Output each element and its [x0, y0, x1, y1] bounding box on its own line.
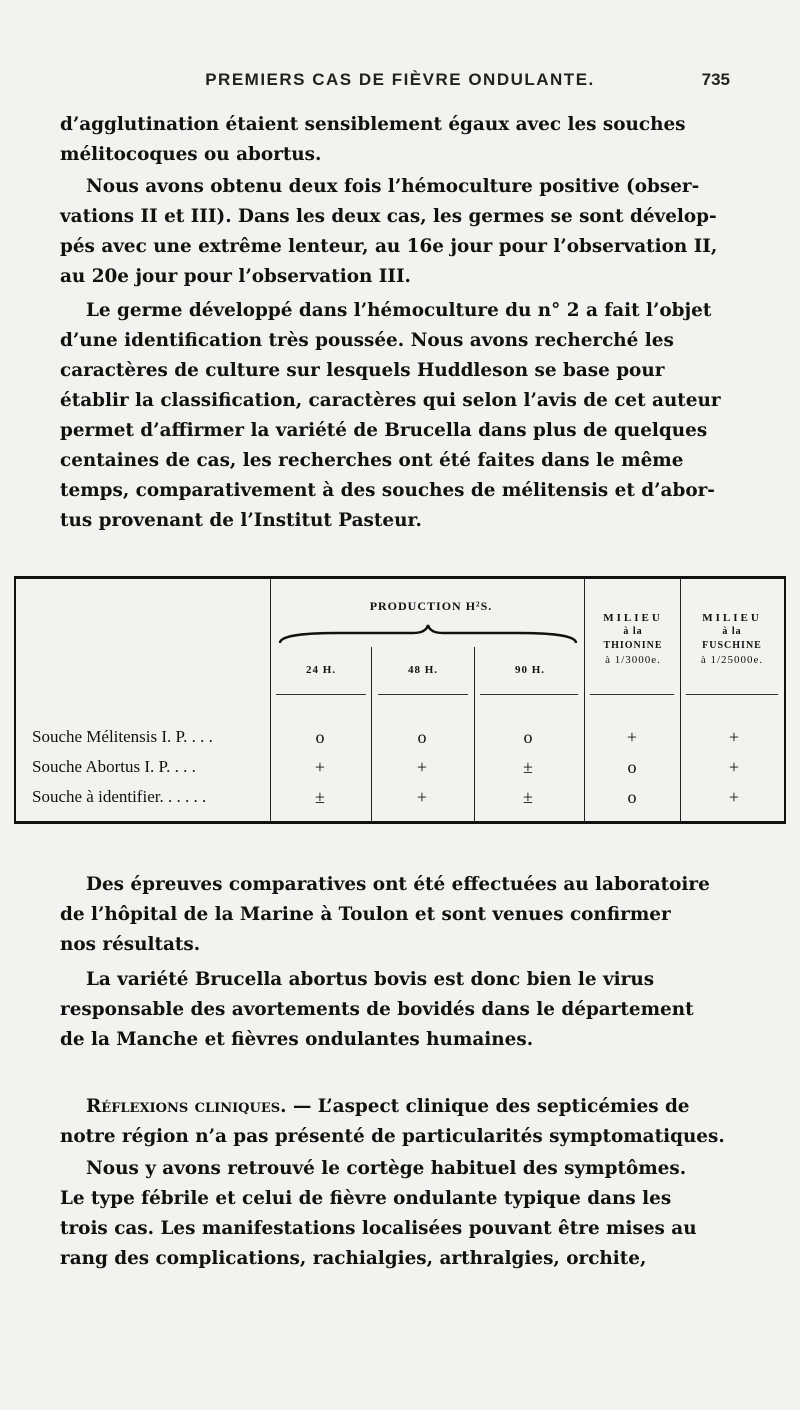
col-header-24h: 24 H. — [305, 664, 337, 676]
text-line: pés avec une extrême lenteur, au 16e jour pour l’observation II, — [60, 236, 718, 257]
paragraph-5 — [60, 965, 740, 1055]
cell: + — [728, 757, 740, 777]
text-line: d’agglutination étaient sensiblement égaux avec les souches — [60, 114, 686, 135]
cell: + — [728, 727, 740, 747]
paragraph-3 — [60, 296, 740, 536]
text-line: Des épreuves comparatives ont été effectuées au laboratoire — [86, 874, 710, 895]
paragraph-1 — [60, 110, 740, 170]
cell: ± — [523, 787, 533, 807]
cell: ± — [315, 787, 325, 807]
text-line: nos résultats. — [60, 934, 201, 955]
row-label: Souche Mélitensis I. P. . . . — [32, 727, 213, 746]
text-line: responsable des avortements de bovidés dans le département — [60, 999, 694, 1020]
text-line: caractères de culture sur lesquels Huddleson se base pour — [60, 360, 665, 381]
cell: + — [416, 787, 428, 807]
col-header-fuschine: MILIEU à la FUSCHINE à 1/25000e. — [700, 612, 764, 666]
paragraph-2 — [60, 172, 740, 292]
results-table — [14, 576, 786, 824]
text-line: établir la classification, caractères qui selon l’avis de cet auteur — [60, 390, 721, 411]
cell: + — [626, 727, 638, 747]
running-title: PREMIERS CAS DE FIÈVRE ONDULANTE. — [205, 70, 595, 89]
text-line: au 20e jour pour l’observation III. — [60, 266, 411, 287]
text-line: trois cas. Les manifestations localisées pouvant être mises au — [60, 1218, 697, 1239]
col-header-90h: 90 H. — [514, 664, 546, 676]
col-header-48h: 48 H. — [407, 664, 439, 676]
paragraph-6 — [60, 1092, 740, 1152]
text-line: Le type fébrile et celui de fièvre ondulante typique dans les — [60, 1188, 672, 1209]
cell: o — [627, 787, 637, 807]
text-line: d’une identification très poussée. Nous avons recherché les — [60, 330, 674, 351]
text-line: notre région n’a pas présenté de particularités symptomatiques. — [60, 1126, 725, 1147]
text-line: vations II et III). Dans les deux cas, les germes se sont dévelop- — [60, 206, 717, 227]
cell: + — [314, 757, 326, 777]
text-line: de la Manche et fièvres ondulantes humaines. — [60, 1029, 534, 1050]
brace-icon — [278, 623, 578, 645]
text-line: La variété Brucella abortus bovis est donc bien le virus — [86, 969, 655, 990]
section-lead: Réflexions cliniques. — [86, 1096, 287, 1117]
text-line: Le germe développé dans l’hémoculture du n° 2 a fait l’objet — [86, 300, 712, 321]
text-line: Nous avons obtenu deux fois l’hémoculture positive (obser- — [86, 176, 700, 197]
production-h2s-header: PRODUCTION H²S. — [369, 599, 493, 613]
text-line: de l’hôpital de la Marine à Toulon et sont venues confirmer — [60, 904, 671, 925]
text-line: Réflexions cliniques. — L’aspect clinique des septicémies de — [86, 1096, 690, 1117]
col-header-thionine: MILIEU à la THIONINE à 1/3000e. — [603, 612, 663, 666]
text-line: mélitocoques ou abortus. — [60, 144, 322, 165]
cell: o — [315, 727, 325, 747]
text-line: centaines de cas, les recherches ont été faites dans le même — [60, 450, 684, 471]
cell: o — [523, 727, 533, 747]
text-line: tus provenant de l’Institut Pasteur. — [60, 510, 422, 531]
cell: o — [417, 727, 427, 747]
cell: ± — [523, 757, 533, 777]
row-label: Souche Abortus I. P. . . . — [32, 757, 196, 776]
running-header — [0, 68, 800, 98]
cell: + — [728, 787, 740, 807]
text-line: rang des complications, rachialgies, arthralgies, orchite, — [60, 1248, 647, 1269]
paragraph-4 — [60, 870, 740, 960]
text-line: temps, comparativement à des souches de mélitensis et d’abor- — [60, 480, 715, 501]
cell: + — [416, 757, 428, 777]
text-line: permet d’affirmer la variété de Brucella dans plus de quelques — [60, 420, 708, 441]
row-label: Souche à identifier. . . . . . — [32, 787, 207, 806]
page-number: 735 — [701, 70, 730, 89]
text-line: Nous y avons retrouvé le cortège habituel des symptômes. — [86, 1158, 687, 1179]
cell: o — [627, 757, 637, 777]
paragraph-7 — [60, 1154, 740, 1274]
